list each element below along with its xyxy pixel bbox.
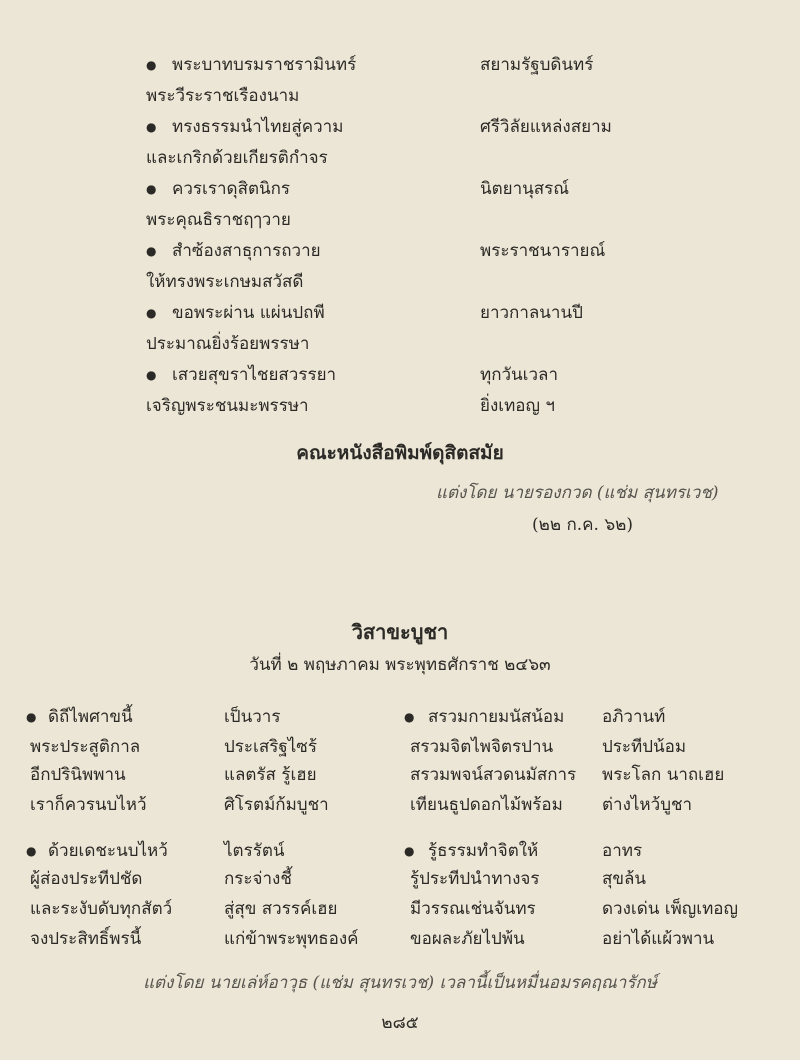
verse-cell: ประทีปน้อม bbox=[602, 737, 687, 757]
verse-line: ประมาณยิ่งร้อยพรรษา bbox=[146, 334, 310, 354]
verse-cell: พระโลก นาถเฮย bbox=[602, 765, 725, 785]
verse-line: พระวีระราชเรืองนาม bbox=[146, 86, 300, 106]
poem-subtitle: วันที่ ๒ พฤษภาคม พระพุทธศักราช ๒๔๖๓ bbox=[249, 655, 551, 675]
verse-line: และเกริกด้วยเกียรติกำจร bbox=[146, 148, 328, 168]
bullet-icon: ● bbox=[146, 368, 157, 382]
verse-cell: สุขล้น bbox=[602, 869, 647, 889]
verse-cell: สรวมกายมนัสน้อม bbox=[428, 707, 565, 727]
verse-line: พระราชนารายณ์ bbox=[480, 241, 606, 261]
verse-line: สำซ้องสาธุการถวาย bbox=[172, 241, 321, 261]
bullet-icon: ● bbox=[146, 244, 157, 258]
author-credit: แต่งโดย นายเล่ห์อาวุธ (แช่ม สุนทรเวช) เวลานี้เป็นหมื่นอมรคฤณารักษ์ bbox=[143, 973, 657, 993]
poem-signoff: คณะหนังสือพิมพ์ดุสิตสมัย bbox=[296, 442, 504, 464]
verse-cell: เราก็ควรนบไหว้ bbox=[30, 795, 147, 815]
verse-cell: ขอผละภัยไปพ้น bbox=[410, 929, 525, 949]
verse-cell: แก่ข้าพระพุทธองค์ bbox=[224, 929, 359, 949]
verse-line: ศรีวิลัยแหล่งสยาม bbox=[480, 117, 612, 137]
verse-line: เสวยสุขราไชยสวรรยา bbox=[172, 365, 337, 385]
verse-cell: สรวมจิตไพจิตรปาน bbox=[410, 737, 554, 757]
verse-line: พระบาทบรมราชรามินทร์ bbox=[172, 55, 357, 75]
verse-cell: แลตรัส รู้เฮย bbox=[224, 765, 317, 785]
verse-cell: ต่างไหว้บูชา bbox=[602, 795, 693, 815]
verse-line: ยาวกาลนานปี bbox=[480, 303, 583, 323]
verse-cell: รู้ประทีปนำทางจร bbox=[410, 869, 540, 889]
verse-cell: ดิถีไพศาขนี้ bbox=[48, 707, 133, 727]
verse-cell: ไตรรัตน์ bbox=[224, 841, 285, 861]
verse-line: เจริญพระชนมะพรรษา bbox=[146, 396, 309, 416]
verse-cell: อีกปรินิพพาน bbox=[30, 765, 126, 785]
poem-title: วิสาขะบูชา bbox=[351, 620, 449, 644]
verse-line: ทุกวันเวลา bbox=[480, 365, 558, 385]
author-credit: แต่งโดย นายรองกวด (แช่ม สุนทรเวช) bbox=[436, 483, 719, 503]
verse-line: สยามรัฐบดินทร์ bbox=[480, 55, 594, 75]
verse-cell: ศิโรตม์ก้มบูชา bbox=[224, 795, 329, 815]
verse-cell: รู้ธรรมทำจิตให้ bbox=[428, 841, 539, 861]
verse-line: ควรเราดุสิตนิกร bbox=[172, 179, 291, 199]
verse-cell: พระประสูติกาล bbox=[30, 737, 141, 757]
verse-line: ยิ่งเทอญ ฯ bbox=[480, 396, 555, 416]
bullet-icon: ● bbox=[146, 182, 157, 196]
verse-cell: เป็นวาร bbox=[224, 707, 281, 727]
verse-cell: สรวมพจน์สวดนมัสการ bbox=[410, 765, 577, 785]
verse-cell: และระงับดับทุกสัตว์ bbox=[30, 899, 173, 919]
verse-cell: ผู้ส่องประทีปชัด bbox=[30, 869, 143, 889]
bullet-icon: ● bbox=[146, 306, 157, 320]
bullet-icon: ● bbox=[404, 710, 415, 724]
page-number: ๒๘๕ bbox=[381, 1013, 419, 1033]
verse-cell: อภิวานท์ bbox=[602, 707, 666, 727]
verse-line: ให้ทรงพระเกษมสวัสดี bbox=[146, 272, 304, 292]
verse-cell: เทียนธูปดอกไม้พร้อม bbox=[410, 795, 563, 815]
poem-date: (๒๒ ก.ค. ๖๒) bbox=[532, 515, 633, 535]
bullet-icon: ● bbox=[146, 58, 157, 72]
verse-cell: ประเสริฐไซร้ bbox=[224, 737, 317, 757]
bullet-icon: ● bbox=[26, 844, 37, 858]
bullet-icon: ● bbox=[404, 844, 415, 858]
verse-line: ทรงธรรมนำไทยสู่ความ bbox=[172, 117, 344, 137]
verse-cell: จงประสิทธิ์พรนี้ bbox=[30, 929, 142, 949]
verse-line: นิตยานุสรณ์ bbox=[480, 179, 570, 199]
verse-cell: ด้วยเดชะนบไหว้ bbox=[48, 841, 168, 861]
verse-cell: อาทร bbox=[602, 841, 643, 861]
bullet-icon: ● bbox=[146, 120, 157, 134]
verse-cell: ดวงเด่น เพ็ญเทอญ bbox=[602, 899, 738, 919]
bullet-icon: ● bbox=[26, 710, 37, 724]
verse-cell: อย่าได้แผ้วพาน bbox=[602, 929, 715, 949]
verse-cell: กระจ่างชี้ bbox=[224, 869, 292, 889]
verse-line: ขอพระผ่าน แผ่นปถพี bbox=[172, 303, 325, 323]
verse-line: พระคุณธิราชฤๅวาย bbox=[146, 210, 291, 230]
verse-cell: สู่สุข สวรรค์เฮย bbox=[224, 899, 338, 919]
verse-cell: มีวรรณเช่นจันทร bbox=[410, 899, 536, 919]
